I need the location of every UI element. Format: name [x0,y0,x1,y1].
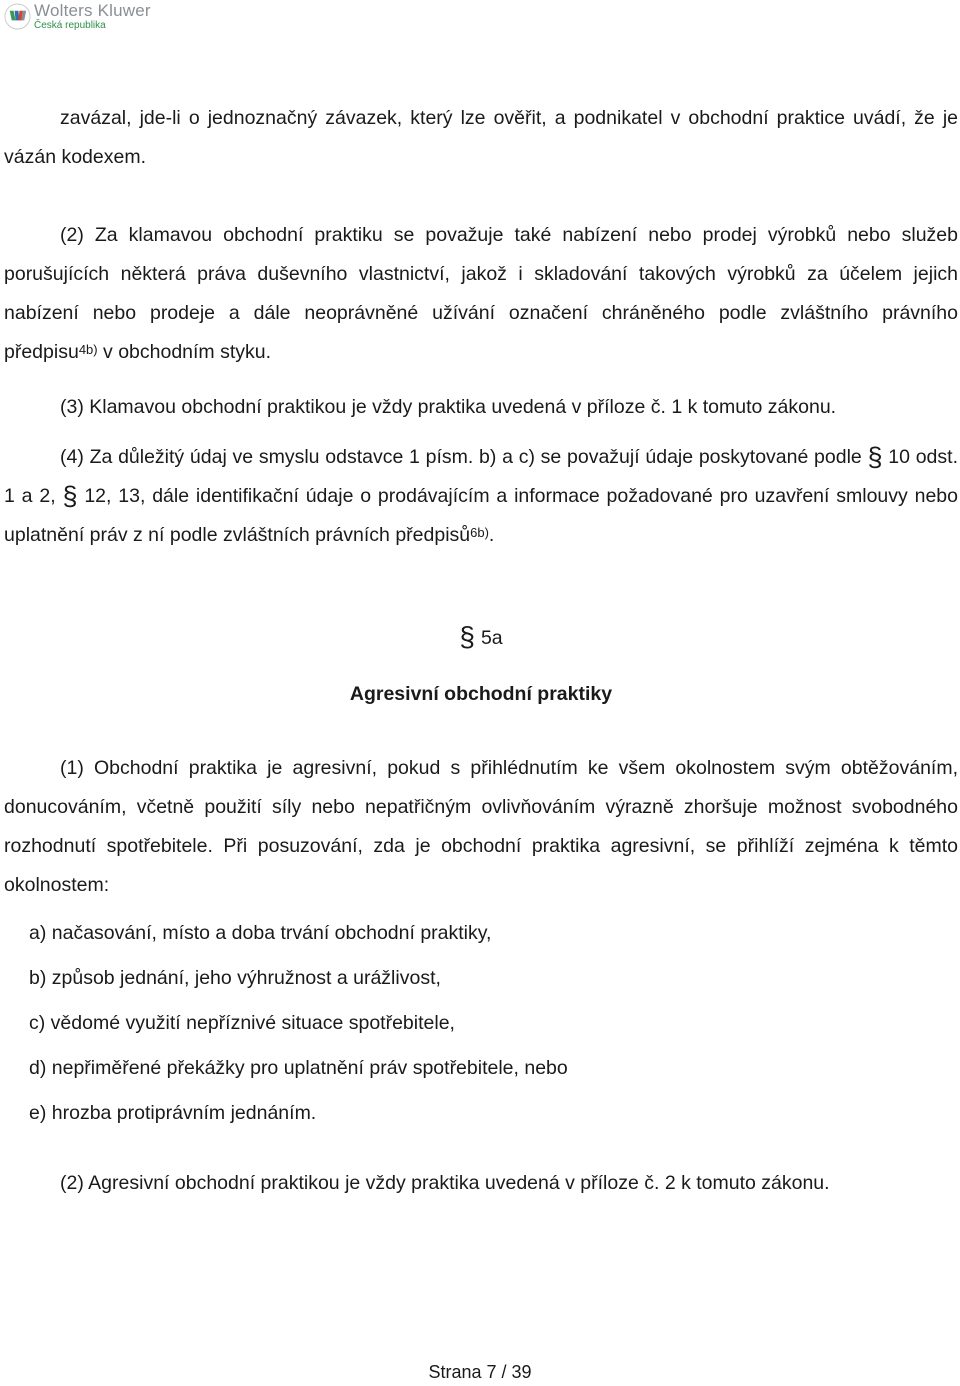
paragraph-4 [4,438,958,555]
paragraph-4-text-b: 10 odst. 1 a 2, [4,446,958,507]
paragraph-3: (3) Klamavou obchodní praktikou je vždy praktika uvedená v příloze č. 1 k tomuto zákonu. [60,396,837,418]
section-symbol: § [459,621,475,652]
document-body [4,99,958,1203]
list-item: e) hrozba protiprávním jednáním. [29,1102,317,1124]
section-paragraph-2: (2) Agresivní obchodní praktikou je vždy praktika uvedená v příloze č. 2 k tomuto zákonu. [60,1172,830,1194]
paragraph-2 [4,216,958,372]
paragraph-continuation: zavázal, jde-li o jednoznačný závazek, který lze ověřit, a podnikatel v obchodní praktice uvádí, že je vázán kodexem. [4,107,958,168]
section-symbol: § [867,442,883,472]
list-item: b) způsob jednání, jeho výhružnost a urážlivost, [29,967,441,989]
paragraph-4-end: . [488,524,495,546]
page-number: Strana 7 / 39 [428,1362,532,1382]
paragraph-4-text-c: 12, 13, dále identifikační údaje o prodávajícím a informace požadované pro uzavření smlouvy nebo uplatnění práv z ní podle zvláštních právních předpisů [4,485,958,546]
logo-name: Wolters Kluwer [34,1,151,20]
section-number [4,617,958,658]
paragraph-2-end: v obchodním styku. [97,341,272,363]
footnote-ref-6b[interactable]: 6b) [470,525,489,540]
paragraph-2-text: (2) Za klamavou obchodní praktiku se považuje také nabízení nebo prodej výrobků nebo služeb porušujících některá práva duševního vlastnictví, jakož i skladování takových výrobků za účelem jejich nabízení nebo prodeje a dále neoprávněné užívání označení chráněného podle zvláštního právního předpisu [4,224,958,363]
section-symbol: § [62,481,78,511]
logo-subtitle: Česká republika [34,20,106,31]
wolters-kluwer-logo-icon [4,3,31,30]
paragraph-4-text-a: (4) Za důležitý údaj ve smyslu odstavce 1 písm. b) a c) se považují údaje poskytované podle [60,446,868,468]
list-item: a) načasování, místo a doba trvání obchodní praktiky, [29,922,492,944]
section-title: Agresivní obchodní praktiky [349,683,613,705]
list-item: c) vědomé využití nepříznivé situace spotřebitele, [29,1012,455,1034]
publisher-logo [4,2,151,31]
footnote-ref-4b[interactable]: 4b) [78,342,98,357]
section-number-value: 5a [480,627,503,649]
section-paragraph-1: (1) Obchodní praktika je agresivní, pokud s přihlédnutím ke všem okolnostem svým obtěžováním, donucováním, včetně použití síly nebo nepatřičným ovlivňováním výrazně zhoršuje možnost svobodného rozhodnutí spotřebitele. Při posuzování, zda je obchodní praktika agresivní, se přihlíží zejména k těmto okolnostem: [4,757,958,896]
list-item: d) nepřiměřené překážky pro uplatnění práv spotřebitele, nebo [29,1057,568,1079]
